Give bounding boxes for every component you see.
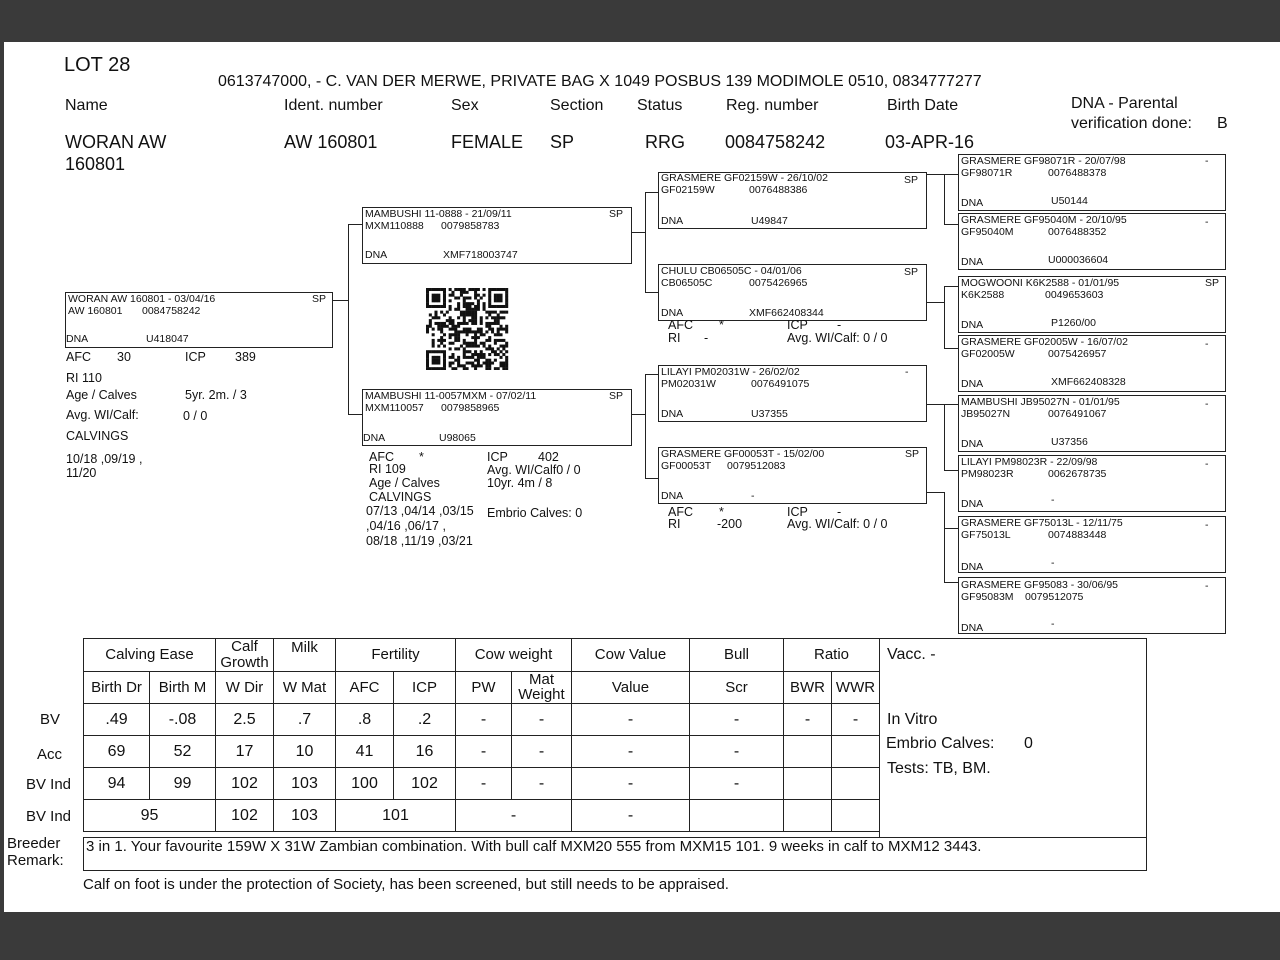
acc-cell: - — [572, 736, 690, 768]
connector-g2-2 — [926, 302, 944, 303]
th-cow-value: Cow Value — [572, 639, 690, 672]
animal-name-1: WORAN AW — [65, 132, 167, 152]
col-reg: Reg. number — [726, 97, 819, 114]
gen3-reg: 0062678735 — [1048, 468, 1107, 480]
gen2-title: GRASMERE GF00053T - 15/02/00 — [661, 448, 825, 460]
qr-code — [424, 288, 510, 370]
bvind2-cell — [784, 800, 832, 832]
bvind2-cell: - — [572, 800, 690, 832]
gen3-section: - — [1205, 338, 1209, 350]
dam-calvings-2: ,04/16 ,06/17 , — [366, 519, 446, 533]
gen2-dna-label: DNA — [661, 215, 684, 227]
bv-cell: - — [572, 704, 690, 736]
gen3-id: JB95027N — [961, 408, 1011, 420]
th-afc: AFC — [336, 671, 394, 704]
gen2-wi: Avg. WI/Calf: 0 / 0 — [787, 517, 888, 531]
main-age-label: Age / Calves — [66, 388, 137, 402]
dam-age: 10yr. 4m / 8 — [487, 476, 553, 490]
gen2-icp: - — [837, 318, 842, 332]
gen2-afc-label: AFC — [668, 505, 693, 519]
gen2-reg: 0076488386 — [749, 184, 808, 196]
gen2-icp-label: ICP — [787, 505, 808, 519]
gen3-section: - — [1205, 155, 1209, 167]
gen3-dna: XMF662408328 — [1051, 376, 1126, 388]
viewer-top-bar — [0, 0, 1280, 42]
main-ri: RI 110 — [66, 371, 102, 385]
main-box-ident: AW 160801 — [68, 305, 123, 317]
main-calvings-1: 10/18 ,09/19 , — [66, 452, 143, 466]
gen3-id: GF95040M — [961, 226, 1014, 238]
gen2-dna-label: DNA — [661, 408, 684, 420]
gen3-title: LILAYI PM98023R - 22/09/98 — [961, 456, 1098, 468]
gen3-reg: 0076491067 — [1048, 408, 1107, 420]
gen3-section: - — [1205, 216, 1209, 228]
dam-afc: * — [419, 450, 424, 464]
gen3-dna: - — [1051, 494, 1055, 506]
gen3-dna: - — [1051, 557, 1055, 569]
lot-number: LOT 28 — [64, 54, 131, 76]
bv-cell: -.08 — [150, 704, 216, 736]
gen2-id: GF00053T — [661, 460, 712, 472]
gen2-ri-label: RI — [668, 331, 681, 345]
col-section: Section — [550, 97, 604, 114]
dna-verification-value: B — [1217, 115, 1228, 132]
connector-g3-7 — [944, 528, 958, 529]
gen3-title: MOGWOONI K6K2588 - 01/01/95 — [961, 277, 1120, 289]
pedigree-gen3-box — [958, 213, 1226, 270]
pedigree-gen3-box — [958, 577, 1226, 634]
dam-id: MXM110057 — [365, 402, 424, 414]
bvind-cell: 94 — [84, 768, 150, 800]
gen3-title: MAMBUSHI JB95027N - 01/01/95 — [961, 396, 1120, 408]
pedigree-gen2-box — [658, 447, 927, 504]
gen3-id: PM98023R — [961, 468, 1014, 480]
gen2-id: CB06505C — [661, 277, 713, 289]
acc-cell — [832, 736, 880, 768]
acc-cell: 41 — [336, 736, 394, 768]
th-cow-weight: Cow weight — [456, 639, 572, 672]
connector-to-gen2-2 — [645, 292, 658, 293]
gen2-reg: 0075426965 — [749, 277, 808, 289]
dam-title: MAMBUSHI 11-0057MXM - 07/02/11 — [365, 390, 537, 402]
gen3-dna: U37356 — [1051, 436, 1088, 448]
sire-reg: 0079858783 — [441, 220, 500, 232]
gen2-ri: - — [704, 331, 709, 345]
pedigree-gen3-box — [958, 455, 1226, 512]
gen2-section: - — [905, 366, 909, 378]
gen3-title: GRASMERE GF95083 - 30/06/95 — [961, 579, 1118, 591]
bvind2-cell — [690, 800, 784, 832]
gen3-reg: 0076488352 — [1048, 226, 1107, 238]
connector-to-sire — [348, 224, 362, 225]
gen2-wi: Avg. WI/Calf: 0 / 0 — [787, 331, 888, 345]
th-mat-2: Weight — [518, 686, 565, 704]
bv-cell: 2.5 — [216, 704, 274, 736]
bv-cell: .49 — [84, 704, 150, 736]
dam-dna: U98065 — [439, 432, 476, 444]
bv-cell: .7 — [274, 704, 336, 736]
bvind-cell: 103 — [274, 768, 336, 800]
animal-reg: 0084758242 — [725, 132, 826, 152]
vacc-embrio-value: 0 — [1024, 735, 1033, 752]
sire-dna-label: DNA — [365, 249, 388, 261]
vacc-title: Vacc. - — [887, 646, 936, 663]
dam-embrio: Embrio Calves: 0 — [487, 506, 583, 520]
main-box-reg: 0084758242 — [142, 305, 201, 317]
pedigree-gen3-box — [958, 395, 1226, 452]
bvind-cell: - — [512, 768, 572, 800]
gen3-title: GRASMERE GF75013L - 12/11/75 — [961, 517, 1123, 529]
gen2-section: SP — [905, 448, 920, 460]
bvind-cell: 99 — [150, 768, 216, 800]
gen2-afc: * — [719, 505, 724, 519]
gen2-afc: * — [719, 318, 724, 332]
dam-calvings-label: CALVINGS — [369, 490, 432, 504]
dam-dna-label: DNA — [363, 432, 386, 444]
owner-details: 0613747000, - C. VAN DER MERWE, PRIVATE BAG X 1049 POSBUS 139 MODIMOLE 0510, 0834777277 — [218, 73, 982, 90]
bv-cell: - — [784, 704, 832, 736]
gen3-dna-label: DNA — [961, 561, 984, 573]
connector-sire — [631, 232, 645, 233]
th-scr: Scr — [690, 671, 784, 704]
dam-reg: 0079858965 — [441, 402, 500, 414]
th-calving-ease: Calving Ease — [84, 639, 216, 672]
bvind2-cell: - — [456, 800, 572, 832]
gen3-reg: 0075426957 — [1048, 348, 1107, 360]
bv-cell: - — [832, 704, 880, 736]
gen2-dna-label: DNA — [661, 490, 684, 502]
connector-to-gen2-4 — [645, 478, 658, 479]
connector-g3-8 — [944, 582, 958, 583]
row-label-bvind-2: BV Ind — [26, 808, 72, 825]
main-wi-label: Avg. WI/Calf: — [66, 408, 139, 422]
remark-label-2: Remark: — [7, 852, 64, 869]
gen2-icp: - — [837, 505, 842, 519]
animal-birth: 03-APR-16 — [885, 132, 975, 152]
breeding-values-table — [83, 638, 880, 832]
sire-section: SP — [609, 208, 624, 220]
animal-sex: FEMALE — [451, 132, 524, 152]
th-pw: PW — [456, 671, 512, 704]
bv-cell: - — [456, 704, 512, 736]
th-calf-growth-2: Growth — [220, 653, 269, 671]
pedigree-dam-box — [362, 389, 632, 446]
gen2-reg: 0076491075 — [751, 378, 810, 390]
animal-status: RRG — [645, 132, 685, 152]
connector-main-vertical — [348, 224, 349, 414]
gen3-section: - — [1205, 398, 1209, 410]
gen3-id: GF02005W — [961, 348, 1015, 360]
row-label-bvind: BV Ind — [26, 776, 72, 793]
dam-age-label: Age / Calves — [369, 476, 440, 490]
pedigree-gen2-box — [658, 264, 927, 321]
gen2-section: SP — [904, 266, 919, 278]
gen3-id: GF75013L — [961, 529, 1011, 541]
connector-main — [332, 300, 348, 301]
viewer-bottom-bar — [0, 912, 1280, 960]
main-afc: 30 — [117, 350, 131, 364]
gen3-dna-label: DNA — [961, 498, 984, 510]
bv-cell: .8 — [336, 704, 394, 736]
bvind-cell: 102 — [216, 768, 274, 800]
gen2-title: CHULU CB06505C - 04/01/06 — [661, 265, 802, 277]
th-w-dir: W Dir — [216, 671, 274, 704]
gen2-ri: -200 — [717, 517, 743, 531]
pedigree-gen3-box — [958, 276, 1226, 333]
remark-text: 3 in 1. Your favourite 159W X 31W Zambian combination. With bull calf MXM20 555 from MXM15 101. 9 weeks in calf to MXM12 3443. — [86, 838, 982, 855]
gen3-title: GRASMERE GF95040M - 20/10/95 — [961, 214, 1127, 226]
connector-g2-2-v — [944, 286, 945, 348]
gen3-title: GRASMERE GF98071R - 20/07/98 — [961, 155, 1126, 167]
connector-g3-2 — [944, 224, 958, 225]
acc-cell: 69 — [84, 736, 150, 768]
main-afc-label: AFC — [66, 350, 91, 364]
animal-section: SP — [550, 132, 575, 152]
bv-cell: - — [512, 704, 572, 736]
connector-g3-6 — [944, 470, 958, 471]
bvind-cell: 102 — [394, 768, 456, 800]
dam-ri: RI 109 — [369, 462, 406, 476]
bvind2-cell: 102 — [216, 800, 274, 832]
gen3-dna: - — [1051, 618, 1055, 630]
col-dna-2: verification done: — [1071, 115, 1192, 132]
th-calf-growth-1: Calf — [231, 638, 258, 655]
acc-cell: 16 — [394, 736, 456, 768]
th-value: Value — [572, 671, 690, 704]
gen3-dna: U50144 — [1051, 195, 1088, 207]
gen3-dna-label: DNA — [961, 197, 984, 209]
gen2-title: LILAYI PM02031W - 26/02/02 — [661, 366, 800, 378]
vacc-tests: Tests: TB, BM. — [887, 760, 991, 777]
gen3-reg: 0076488378 — [1048, 167, 1107, 179]
main-box-dna: U418047 — [146, 333, 189, 345]
bvind-cell: - — [690, 768, 784, 800]
gen2-dna: - — [751, 490, 755, 502]
gen2-reg: 0079512083 — [727, 460, 786, 472]
bvind-cell: - — [572, 768, 690, 800]
vacc-embrio-label: Embrio Calves: — [886, 735, 995, 752]
gen3-id: GF98071R — [961, 167, 1013, 179]
dam-icp: 402 — [538, 450, 559, 464]
connector-to-dam — [348, 414, 362, 415]
row-label-bv: BV — [40, 711, 61, 728]
main-box-section: SP — [312, 293, 327, 305]
sire-title: MAMBUSHI 11-0888 - 21/09/11 — [365, 208, 512, 220]
acc-cell: - — [690, 736, 784, 768]
connector-to-gen2-3 — [645, 374, 658, 375]
connector-g2-4 — [926, 492, 944, 493]
gen3-reg: 0079512075 — [1025, 591, 1084, 603]
th-bull: Bull — [690, 639, 784, 672]
main-icp-label: ICP — [185, 350, 206, 364]
dam-section: SP — [609, 390, 624, 402]
acc-cell — [784, 736, 832, 768]
dam-calvings-3: 08/18 ,11/19 ,03/21 — [366, 534, 473, 548]
sire-dna: XMF718003747 — [443, 249, 518, 261]
col-name: Name — [65, 97, 108, 114]
th-icp: ICP — [394, 671, 456, 704]
th-birth-dr: Birth Dr — [84, 671, 150, 704]
connector-g3-5 — [944, 404, 958, 405]
th-milk: Milk — [274, 639, 336, 672]
th-birth-m: Birth M — [150, 671, 216, 704]
gen2-dna: U49847 — [751, 215, 788, 227]
gen3-dna: P1260/00 — [1051, 317, 1096, 329]
th-mat-1: Mat — [528, 670, 554, 688]
gen3-dna-label: DNA — [961, 256, 984, 268]
dam-calvings-1: 07/13 ,04/14 ,03/15 — [366, 504, 474, 518]
main-wi: 0 / 0 — [183, 409, 208, 423]
gen3-dna-label: DNA — [961, 378, 984, 390]
gen3-section: - — [1205, 458, 1209, 470]
acc-cell: 17 — [216, 736, 274, 768]
animal-ident: AW 160801 — [284, 132, 378, 152]
connector-sire-vertical — [645, 192, 646, 292]
gen2-section: SP — [904, 174, 919, 186]
col-birth: Birth Date — [887, 97, 959, 114]
col-sex: Sex — [451, 97, 479, 114]
lot-document — [4, 42, 1280, 912]
th-ratio: Ratio — [784, 639, 880, 672]
acc-cell: - — [456, 736, 512, 768]
pedigree-gen2-box — [658, 365, 927, 422]
gen3-id: K6K2588 — [961, 289, 1005, 301]
sire-id: MXM110888 — [365, 220, 424, 232]
gen3-dna: U000036604 — [1048, 254, 1109, 266]
gen3-dna-label: DNA — [961, 622, 984, 634]
acc-cell: 52 — [150, 736, 216, 768]
bvind-cell — [832, 768, 880, 800]
pedigree-sire-box — [362, 207, 632, 264]
remark-label-1: Breeder — [7, 835, 61, 852]
connector-g3-4 — [944, 348, 958, 349]
connector-g3-1 — [944, 174, 958, 175]
gen2-afc-label: AFC — [668, 318, 693, 332]
connector-g2-3 — [926, 404, 944, 405]
gen2-dna-label: DNA — [661, 307, 684, 319]
main-box-title: WORAN AW 160801 - 03/04/16 — [68, 293, 216, 305]
vacc-in-vitro: In Vitro — [887, 711, 938, 728]
th-mat-weight — [512, 671, 572, 704]
bvind-cell — [784, 768, 832, 800]
col-ident: Ident. number — [284, 97, 383, 114]
bvind2-cell: 95 — [84, 800, 216, 832]
acc-cell: - — [512, 736, 572, 768]
acc-cell: 10 — [274, 736, 336, 768]
pedigree-gen3-box — [958, 154, 1226, 211]
connector-to-gen2-1 — [645, 192, 658, 193]
dam-wi: Avg. WI/Calf0 / 0 — [487, 463, 581, 477]
th-w-mat: W Mat — [274, 671, 336, 704]
gen3-section: SP — [1205, 277, 1220, 289]
gen3-section: - — [1205, 580, 1209, 592]
connector-g2-1-v — [944, 174, 945, 224]
gen2-ri-label: RI — [668, 517, 681, 531]
connector-dam — [631, 414, 645, 415]
connector-g2-3-v — [944, 404, 945, 470]
connector-dam-vertical — [645, 374, 646, 478]
th-bwr: BWR — [784, 671, 832, 704]
connector-g2-1 — [926, 174, 944, 175]
bv-cell: .2 — [394, 704, 456, 736]
gen2-title: GRASMERE GF02159W - 26/10/02 — [661, 172, 828, 184]
bvind2-cell: 101 — [336, 800, 456, 832]
gen3-id: GF95083M — [961, 591, 1014, 603]
gen2-dna: XMF662408344 — [749, 307, 824, 319]
pedigree-main-box — [65, 292, 333, 348]
col-dna-1: DNA - Parental — [1071, 95, 1178, 112]
main-icp: 389 — [235, 350, 256, 364]
main-box-dna-label: DNA — [66, 333, 89, 345]
main-calvings-2: 11/20 — [66, 466, 97, 480]
bvind-cell: - — [456, 768, 512, 800]
connector-g2-4-v — [944, 492, 945, 582]
pedigree-gen3-box — [958, 516, 1226, 573]
bvind-cell: 100 — [336, 768, 394, 800]
pedigree-gen3-box — [958, 335, 1226, 392]
bvind2-cell: 103 — [274, 800, 336, 832]
gen3-section: - — [1205, 519, 1209, 531]
bvind2-cell — [832, 800, 880, 832]
connector-g3-3 — [944, 286, 958, 287]
col-status: Status — [637, 97, 683, 114]
gen2-icp-label: ICP — [787, 318, 808, 332]
gen3-title: GRASMERE GF02005W - 16/07/02 — [961, 336, 1128, 348]
gen2-id: GF02159W — [661, 184, 715, 196]
th-calf-growth — [216, 639, 274, 672]
th-wwr: WWR — [832, 671, 880, 704]
row-label-acc: Acc — [37, 746, 63, 763]
remark-box — [83, 837, 1147, 871]
gen2-id: PM02031W — [661, 378, 716, 390]
main-age: 5yr. 2m. / 3 — [185, 388, 247, 402]
dam-icp-label: ICP — [487, 450, 508, 464]
dam-afc-label: AFC — [369, 450, 394, 464]
pedigree-gen2-box — [658, 172, 927, 229]
animal-name-2: 160801 — [65, 154, 126, 174]
gen2-dna: U37355 — [751, 408, 788, 420]
main-calvings-label: CALVINGS — [66, 429, 129, 443]
remark-footer: Calf on foot is under the protection of Society, has been screened, but still needs to be appraised. — [83, 876, 729, 893]
vaccination-panel — [879, 638, 1147, 838]
gen3-reg: 0074883448 — [1048, 529, 1107, 541]
gen3-reg: 0049653603 — [1045, 289, 1104, 301]
th-fertility: Fertility — [336, 639, 456, 672]
gen3-dna-label: DNA — [961, 319, 984, 331]
bv-cell: - — [690, 704, 784, 736]
gen3-dna-label: DNA — [961, 438, 984, 450]
